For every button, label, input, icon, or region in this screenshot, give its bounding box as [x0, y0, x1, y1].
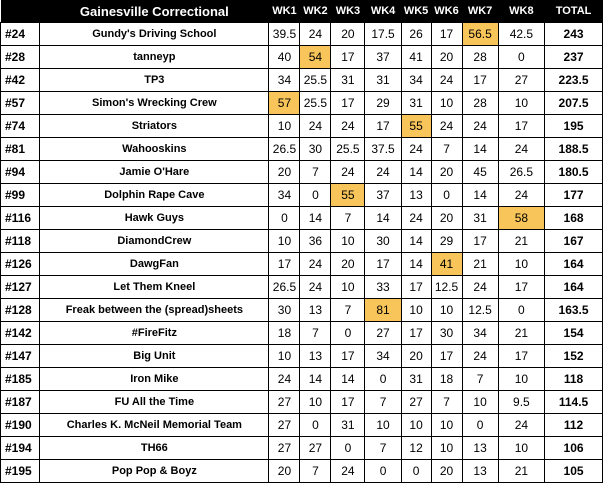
- week-7-score-cell: 10: [462, 391, 498, 414]
- total-score-cell: 243: [545, 23, 603, 46]
- total-score-cell: 223.5: [545, 69, 603, 92]
- week-3-score-cell: 55: [331, 184, 365, 207]
- week-2-score-cell: 14: [300, 207, 331, 230]
- week-4-score-cell: 31: [365, 69, 401, 92]
- total-score-cell: 180.5: [545, 161, 603, 184]
- week-3-score-cell: 20: [331, 23, 365, 46]
- week-6-score-cell: 20: [431, 460, 462, 483]
- week-6-score-cell: 17: [431, 345, 462, 368]
- table-row: [1, 46, 603, 69]
- table-row: [1, 184, 603, 207]
- team-name-cell: Gundy's Driving School: [40, 23, 269, 46]
- week-8-score-cell: 42.5: [498, 23, 544, 46]
- week-8-score-cell: 21: [498, 322, 544, 345]
- week-5-score-cell: 31: [401, 368, 431, 391]
- week-6-score-cell: 0: [431, 184, 462, 207]
- seed-cell: #99: [1, 184, 40, 207]
- week-4-score-cell: 14: [365, 207, 401, 230]
- total-score-cell: 112: [545, 414, 603, 437]
- table-row: [1, 161, 603, 184]
- total-score-cell: 177: [545, 184, 603, 207]
- week-2-score-cell: 14: [300, 368, 331, 391]
- week-2-score-cell: 13: [300, 299, 331, 322]
- team-name-cell: DiamondCrew: [40, 230, 269, 253]
- header-wk7: WK7: [462, 0, 498, 23]
- total-score-cell: 163.5: [545, 299, 603, 322]
- week-8-score-cell: 17: [498, 115, 544, 138]
- week-6-score-cell: 29: [431, 230, 462, 253]
- week-3-score-cell: 24: [331, 115, 365, 138]
- table-row: [1, 276, 603, 299]
- week-1-score-cell: 34: [269, 184, 300, 207]
- week-6-score-cell: 24: [431, 69, 462, 92]
- table-row: [1, 230, 603, 253]
- week-8-score-cell: 24: [498, 414, 544, 437]
- week-4-score-cell: 34: [365, 345, 401, 368]
- header-wk6: WK6: [431, 0, 462, 23]
- week-1-score-cell: 20: [269, 161, 300, 184]
- week-7-score-cell: 13: [462, 437, 498, 460]
- week-4-score-cell: 33: [365, 276, 401, 299]
- week-7-score-cell: 14: [462, 184, 498, 207]
- week-2-score-cell: 30: [300, 138, 331, 161]
- week-5-score-cell: 0: [401, 460, 431, 483]
- week-1-score-cell: 27: [269, 391, 300, 414]
- week-3-score-cell: 7: [331, 299, 365, 322]
- week-7-score-cell: 28: [462, 46, 498, 69]
- team-name-cell: Let Them Kneel: [40, 276, 269, 299]
- week-6-score-cell: 7: [431, 391, 462, 414]
- week-3-score-cell: 17: [331, 391, 365, 414]
- week-4-score-cell: 37: [365, 184, 401, 207]
- team-name-cell: #FireFitz: [40, 322, 269, 345]
- week-4-score-cell: 7: [365, 437, 401, 460]
- week-5-score-cell: 34: [401, 69, 431, 92]
- team-name-cell: Hawk Guys: [40, 207, 269, 230]
- header-wk8: WK8: [498, 0, 544, 23]
- week-8-score-cell: 21: [498, 460, 544, 483]
- seed-cell: #118: [1, 230, 40, 253]
- week-8-score-cell: 21: [498, 230, 544, 253]
- week-4-score-cell: 17: [365, 115, 401, 138]
- team-name-cell: Jamie O'Hare: [40, 161, 269, 184]
- header-wk3: WK3: [331, 0, 365, 23]
- total-score-cell: 105: [545, 460, 603, 483]
- week-4-score-cell: 0: [365, 460, 401, 483]
- seed-cell: #147: [1, 345, 40, 368]
- week-1-score-cell: 17: [269, 253, 300, 276]
- seed-cell: #128: [1, 299, 40, 322]
- week-1-score-cell: 57: [269, 92, 300, 115]
- week-5-score-cell: 20: [401, 345, 431, 368]
- week-2-score-cell: 13: [300, 345, 331, 368]
- week-5-score-cell: 26: [401, 23, 431, 46]
- table-row: [1, 253, 603, 276]
- week-8-score-cell: 10: [498, 92, 544, 115]
- week-6-score-cell: 20: [431, 46, 462, 69]
- total-score-cell: 168: [545, 207, 603, 230]
- week-2-score-cell: 0: [300, 184, 331, 207]
- table-row: [1, 414, 603, 437]
- seed-cell: #142: [1, 322, 40, 345]
- week-6-score-cell: 10: [431, 437, 462, 460]
- week-4-score-cell: 0: [365, 368, 401, 391]
- week-3-score-cell: 0: [331, 322, 365, 345]
- week-5-score-cell: 14: [401, 253, 431, 276]
- week-7-score-cell: 17: [462, 230, 498, 253]
- week-4-score-cell: 10: [365, 414, 401, 437]
- seed-cell: #74: [1, 115, 40, 138]
- week-7-score-cell: 14: [462, 138, 498, 161]
- week-7-score-cell: 24: [462, 345, 498, 368]
- seed-cell: #42: [1, 69, 40, 92]
- week-3-score-cell: 7: [331, 207, 365, 230]
- seed-cell: #126: [1, 253, 40, 276]
- team-name-cell: Pop Pop & Boyz: [40, 460, 269, 483]
- week-1-score-cell: 27: [269, 414, 300, 437]
- week-1-score-cell: 39.5: [269, 23, 300, 46]
- total-score-cell: 188.5: [545, 138, 603, 161]
- week-8-score-cell: 10: [498, 437, 544, 460]
- week-8-score-cell: 9.5: [498, 391, 544, 414]
- week-7-score-cell: 24: [462, 115, 498, 138]
- total-score-cell: 152: [545, 345, 603, 368]
- week-4-score-cell: 17.5: [365, 23, 401, 46]
- week-5-score-cell: 12: [401, 437, 431, 460]
- week-3-score-cell: 0: [331, 437, 365, 460]
- table-row: [1, 69, 603, 92]
- week-7-score-cell: 7: [462, 368, 498, 391]
- header-wk4: WK4: [365, 0, 401, 23]
- week-4-score-cell: 7: [365, 391, 401, 414]
- seed-cell: #127: [1, 276, 40, 299]
- week-1-score-cell: 30: [269, 299, 300, 322]
- week-3-score-cell: 31: [331, 414, 365, 437]
- total-score-cell: 154: [545, 322, 603, 345]
- week-5-score-cell: 10: [401, 299, 431, 322]
- week-8-score-cell: 58: [498, 207, 544, 230]
- team-name-cell: Iron Mike: [40, 368, 269, 391]
- week-1-score-cell: 26.5: [269, 276, 300, 299]
- table-row: [1, 368, 603, 391]
- week-2-score-cell: 7: [300, 161, 331, 184]
- week-3-score-cell: 14: [331, 368, 365, 391]
- week-5-score-cell: 14: [401, 161, 431, 184]
- week-1-score-cell: 18: [269, 322, 300, 345]
- week-4-score-cell: 37: [365, 46, 401, 69]
- week-7-score-cell: 56.5: [462, 23, 498, 46]
- week-8-score-cell: 26.5: [498, 161, 544, 184]
- week-6-score-cell: 17: [431, 23, 462, 46]
- seed-cell: #190: [1, 414, 40, 437]
- team-name-cell: Freak between the (spread)sheets: [40, 299, 269, 322]
- week-3-score-cell: 17: [331, 46, 365, 69]
- week-7-score-cell: 45: [462, 161, 498, 184]
- seed-cell: #194: [1, 437, 40, 460]
- week-7-score-cell: 0: [462, 414, 498, 437]
- week-1-score-cell: 10: [269, 115, 300, 138]
- week-3-score-cell: 20: [331, 253, 365, 276]
- week-2-score-cell: 10: [300, 391, 331, 414]
- week-3-score-cell: 17: [331, 345, 365, 368]
- week-5-score-cell: 14: [401, 230, 431, 253]
- week-8-score-cell: 0: [498, 46, 544, 69]
- week-1-score-cell: 10: [269, 230, 300, 253]
- header-spacer: [1, 0, 40, 23]
- table-row: [1, 138, 603, 161]
- week-2-score-cell: 24: [300, 23, 331, 46]
- week-2-score-cell: 24: [300, 276, 331, 299]
- week-4-score-cell: 27: [365, 322, 401, 345]
- week-2-score-cell: 25.5: [300, 92, 331, 115]
- week-6-score-cell: 10: [431, 299, 462, 322]
- week-1-score-cell: 20: [269, 460, 300, 483]
- table-row: [1, 207, 603, 230]
- seed-cell: #24: [1, 23, 40, 46]
- week-8-score-cell: 27: [498, 69, 544, 92]
- seed-cell: #81: [1, 138, 40, 161]
- week-5-score-cell: 17: [401, 276, 431, 299]
- total-score-cell: 118: [545, 368, 603, 391]
- table-row: [1, 115, 603, 138]
- team-name-cell: Simon's Wrecking Crew: [40, 92, 269, 115]
- week-2-score-cell: 24: [300, 253, 331, 276]
- team-name-cell: Charles K. McNeil Memorial Team: [40, 414, 269, 437]
- total-score-cell: 167: [545, 230, 603, 253]
- week-1-score-cell: 10: [269, 345, 300, 368]
- total-score-cell: 237: [545, 46, 603, 69]
- week-2-score-cell: 24: [300, 115, 331, 138]
- week-2-score-cell: 0: [300, 414, 331, 437]
- seed-cell: #185: [1, 368, 40, 391]
- week-8-score-cell: 24: [498, 184, 544, 207]
- table-row: [1, 345, 603, 368]
- week-4-score-cell: 29: [365, 92, 401, 115]
- week-2-score-cell: 54: [300, 46, 331, 69]
- seed-cell: #195: [1, 460, 40, 483]
- week-8-score-cell: 10: [498, 368, 544, 391]
- week-4-score-cell: 24: [365, 161, 401, 184]
- week-4-score-cell: 81: [365, 299, 401, 322]
- week-4-score-cell: 30: [365, 230, 401, 253]
- week-7-score-cell: 17: [462, 69, 498, 92]
- week-2-score-cell: 27: [300, 437, 331, 460]
- week-5-score-cell: 17: [401, 322, 431, 345]
- seed-cell: #94: [1, 161, 40, 184]
- week-7-score-cell: 21: [462, 253, 498, 276]
- week-3-score-cell: 24: [331, 460, 365, 483]
- week-1-score-cell: 40: [269, 46, 300, 69]
- header-row: [1, 0, 603, 23]
- week-3-score-cell: 31: [331, 69, 365, 92]
- week-1-score-cell: 27: [269, 437, 300, 460]
- header-total: TOTAL: [545, 0, 603, 23]
- week-5-score-cell: 10: [401, 414, 431, 437]
- seed-cell: #187: [1, 391, 40, 414]
- table-row: [1, 460, 603, 483]
- team-name-cell: Big Unit: [40, 345, 269, 368]
- week-6-score-cell: 12.5: [431, 276, 462, 299]
- header-wk5: WK5: [401, 0, 431, 23]
- week-5-score-cell: 24: [401, 138, 431, 161]
- week-2-score-cell: 7: [300, 460, 331, 483]
- seed-cell: #116: [1, 207, 40, 230]
- header-wk1: WK1: [269, 0, 300, 23]
- week-5-score-cell: 24: [401, 207, 431, 230]
- week-7-score-cell: 24: [462, 276, 498, 299]
- week-7-score-cell: 28: [462, 92, 498, 115]
- week-8-score-cell: 17: [498, 345, 544, 368]
- week-3-score-cell: 25.5: [331, 138, 365, 161]
- week-2-score-cell: 36: [300, 230, 331, 253]
- week-5-score-cell: 55: [401, 115, 431, 138]
- team-name-cell: DawgFan: [40, 253, 269, 276]
- team-name-cell: Dolphin Rape Cave: [40, 184, 269, 207]
- table-title: Gainesville Correctional: [40, 0, 269, 23]
- table-row: [1, 391, 603, 414]
- seed-cell: #28: [1, 46, 40, 69]
- team-name-cell: TP3: [40, 69, 269, 92]
- week-6-score-cell: 20: [431, 161, 462, 184]
- total-score-cell: 164: [545, 276, 603, 299]
- week-1-score-cell: 34: [269, 69, 300, 92]
- table-body: [1, 23, 603, 483]
- week-7-score-cell: 12.5: [462, 299, 498, 322]
- week-6-score-cell: 10: [431, 414, 462, 437]
- week-1-score-cell: 0: [269, 207, 300, 230]
- week-6-score-cell: 18: [431, 368, 462, 391]
- table-row: [1, 322, 603, 345]
- week-1-score-cell: 24: [269, 368, 300, 391]
- week-7-score-cell: 34: [462, 322, 498, 345]
- week-3-score-cell: 17: [331, 92, 365, 115]
- week-5-score-cell: 41: [401, 46, 431, 69]
- total-score-cell: 207.5: [545, 92, 603, 115]
- table-row: [1, 23, 603, 46]
- week-6-score-cell: 7: [431, 138, 462, 161]
- week-7-score-cell: 13: [462, 460, 498, 483]
- week-6-score-cell: 10: [431, 92, 462, 115]
- week-3-score-cell: 10: [331, 276, 365, 299]
- team-name-cell: Striators: [40, 115, 269, 138]
- team-name-cell: Wahooskins: [40, 138, 269, 161]
- week-8-score-cell: 17: [498, 276, 544, 299]
- header-wk2: WK2: [300, 0, 331, 23]
- week-5-score-cell: 27: [401, 391, 431, 414]
- week-3-score-cell: 24: [331, 161, 365, 184]
- week-1-score-cell: 26.5: [269, 138, 300, 161]
- total-score-cell: 164: [545, 253, 603, 276]
- table-row: [1, 299, 603, 322]
- week-8-score-cell: 10: [498, 253, 544, 276]
- week-5-score-cell: 13: [401, 184, 431, 207]
- team-name-cell: tanneyp: [40, 46, 269, 69]
- team-name-cell: FU All the Time: [40, 391, 269, 414]
- week-5-score-cell: 31: [401, 92, 431, 115]
- week-3-score-cell: 10: [331, 230, 365, 253]
- week-8-score-cell: 24: [498, 138, 544, 161]
- total-score-cell: 106: [545, 437, 603, 460]
- week-7-score-cell: 31: [462, 207, 498, 230]
- week-6-score-cell: 24: [431, 115, 462, 138]
- week-4-score-cell: 17: [365, 253, 401, 276]
- week-6-score-cell: 30: [431, 322, 462, 345]
- week-6-score-cell: 41: [431, 253, 462, 276]
- total-score-cell: 195: [545, 115, 603, 138]
- table-row: [1, 437, 603, 460]
- week-6-score-cell: 20: [431, 207, 462, 230]
- team-name-cell: TH66: [40, 437, 269, 460]
- week-2-score-cell: 7: [300, 322, 331, 345]
- total-score-cell: 114.5: [545, 391, 603, 414]
- seed-cell: #57: [1, 92, 40, 115]
- week-2-score-cell: 25.5: [300, 69, 331, 92]
- week-8-score-cell: 0: [498, 299, 544, 322]
- table-row: [1, 92, 603, 115]
- week-4-score-cell: 37.5: [365, 138, 401, 161]
